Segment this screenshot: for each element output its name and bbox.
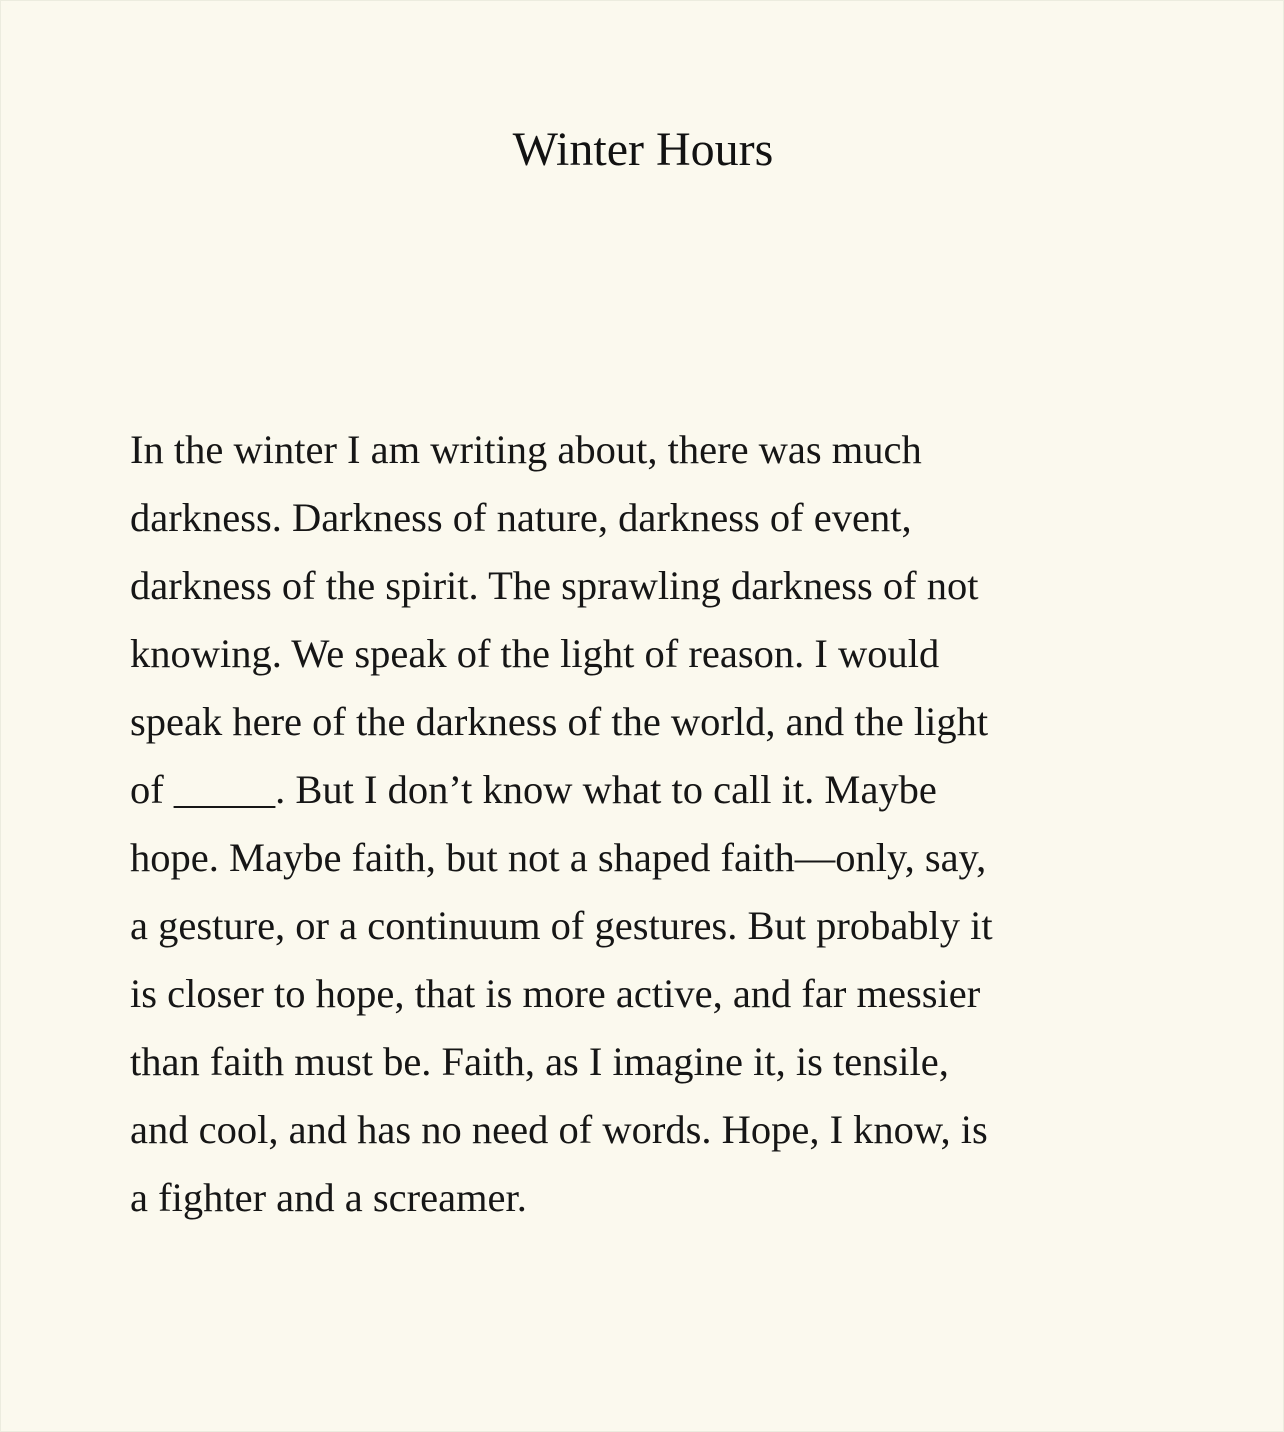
text-line: darkness of the spirit. The sprawling darkness of not	[130, 563, 979, 608]
text-line: speak here of the darkness of the world, and the light	[130, 699, 989, 744]
text-line: hope. Maybe faith, but not a shaped faith—only, say,	[130, 835, 987, 880]
text-line: than faith must be. Faith, as I imagine it, is tensile,	[130, 1039, 949, 1084]
body-paragraph	[130, 416, 1180, 1232]
page-title: Winter Hours	[512, 123, 774, 176]
text-line: darkness. Darkness of nature, darkness of event,	[130, 495, 912, 540]
text-line: In the winter I am writing about, there was much	[130, 427, 922, 472]
text-line: and cool, and has no need of words. Hope, I know, is	[130, 1107, 988, 1152]
text-line: is closer to hope, that is more active, and far messier	[130, 971, 981, 1016]
text-line: knowing. We speak of the light of reason. I would	[130, 631, 940, 676]
text-line: a gesture, or a continuum of gestures. But probably it	[130, 903, 993, 948]
text-line: a fighter and a screamer.	[130, 1175, 527, 1220]
text-line: of _____. But I don’t know what to call it. Maybe	[130, 767, 937, 812]
